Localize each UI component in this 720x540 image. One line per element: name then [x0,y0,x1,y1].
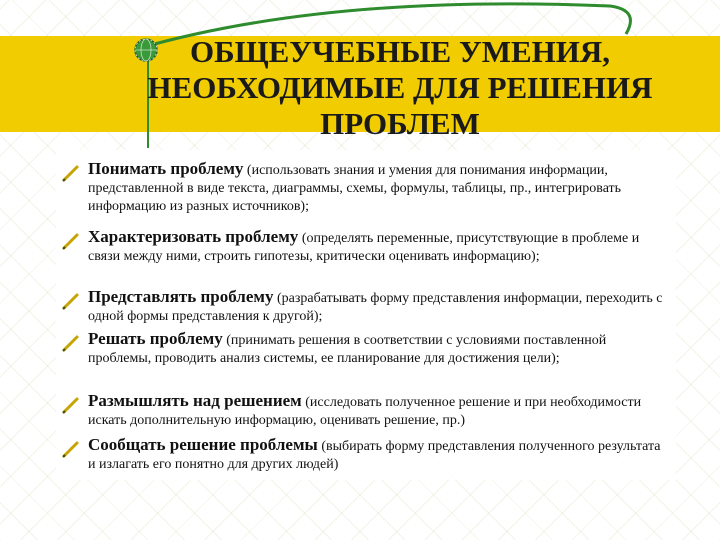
pencil-icon [60,394,82,416]
pencil-icon [60,290,82,312]
item-heading: Сообщать решение проблемы [88,435,318,454]
item-description: (определять переменные, присутствующие в проблеме и связи между ними, строить гипотезы, критически оценивать информацию); [88,231,640,264]
item-description: (принимать решения в соответствии с условиями поставленной проблемы, проводить анализ системы, ее планирование для достижения цели); [88,333,607,366]
item-description: (разрабатывать форму представления информации, переходить с одной формы представления к другой); [88,291,663,324]
pencil-icon [60,230,82,252]
page-title [130,34,670,142]
item-description: (исследовать полученное решение и при необходимости искать дополнительную информацию, оценивать решение, пр.) [88,395,642,428]
list-item [60,288,670,326]
list-item [60,330,670,368]
item-heading: Решать проблему [88,329,223,348]
pencil-icon [60,332,82,354]
item-heading: Размышлять над решением [88,391,302,410]
title-line-1: ОБЩЕУЧЕБНЫЕ УМЕНИЯ, [189,34,611,69]
title-line-2: НЕОБХОДИМЫЕ ДЛЯ РЕШЕНИЯ [147,70,653,105]
item-description: (использовать знания и умения для понимания информации, представленной в виде текста, диаграммы, схемы, формулы, таблицы, пр., интегрировать информацию из разных источников); [88,163,622,214]
list-item [60,392,670,430]
title-line-3: ПРОБЛЕМ [320,106,480,141]
item-heading: Характеризовать проблему [88,227,299,246]
list-item [60,160,670,216]
list-item [60,228,670,266]
pencil-icon [60,162,82,184]
item-description: (выбирать форму представления полученного результата и излагать его понятно для других людей) [88,439,661,472]
item-heading: Понимать проблему [88,159,244,178]
list-item [60,436,670,474]
item-heading: Представлять проблему [88,287,274,306]
pencil-icon [60,438,82,460]
